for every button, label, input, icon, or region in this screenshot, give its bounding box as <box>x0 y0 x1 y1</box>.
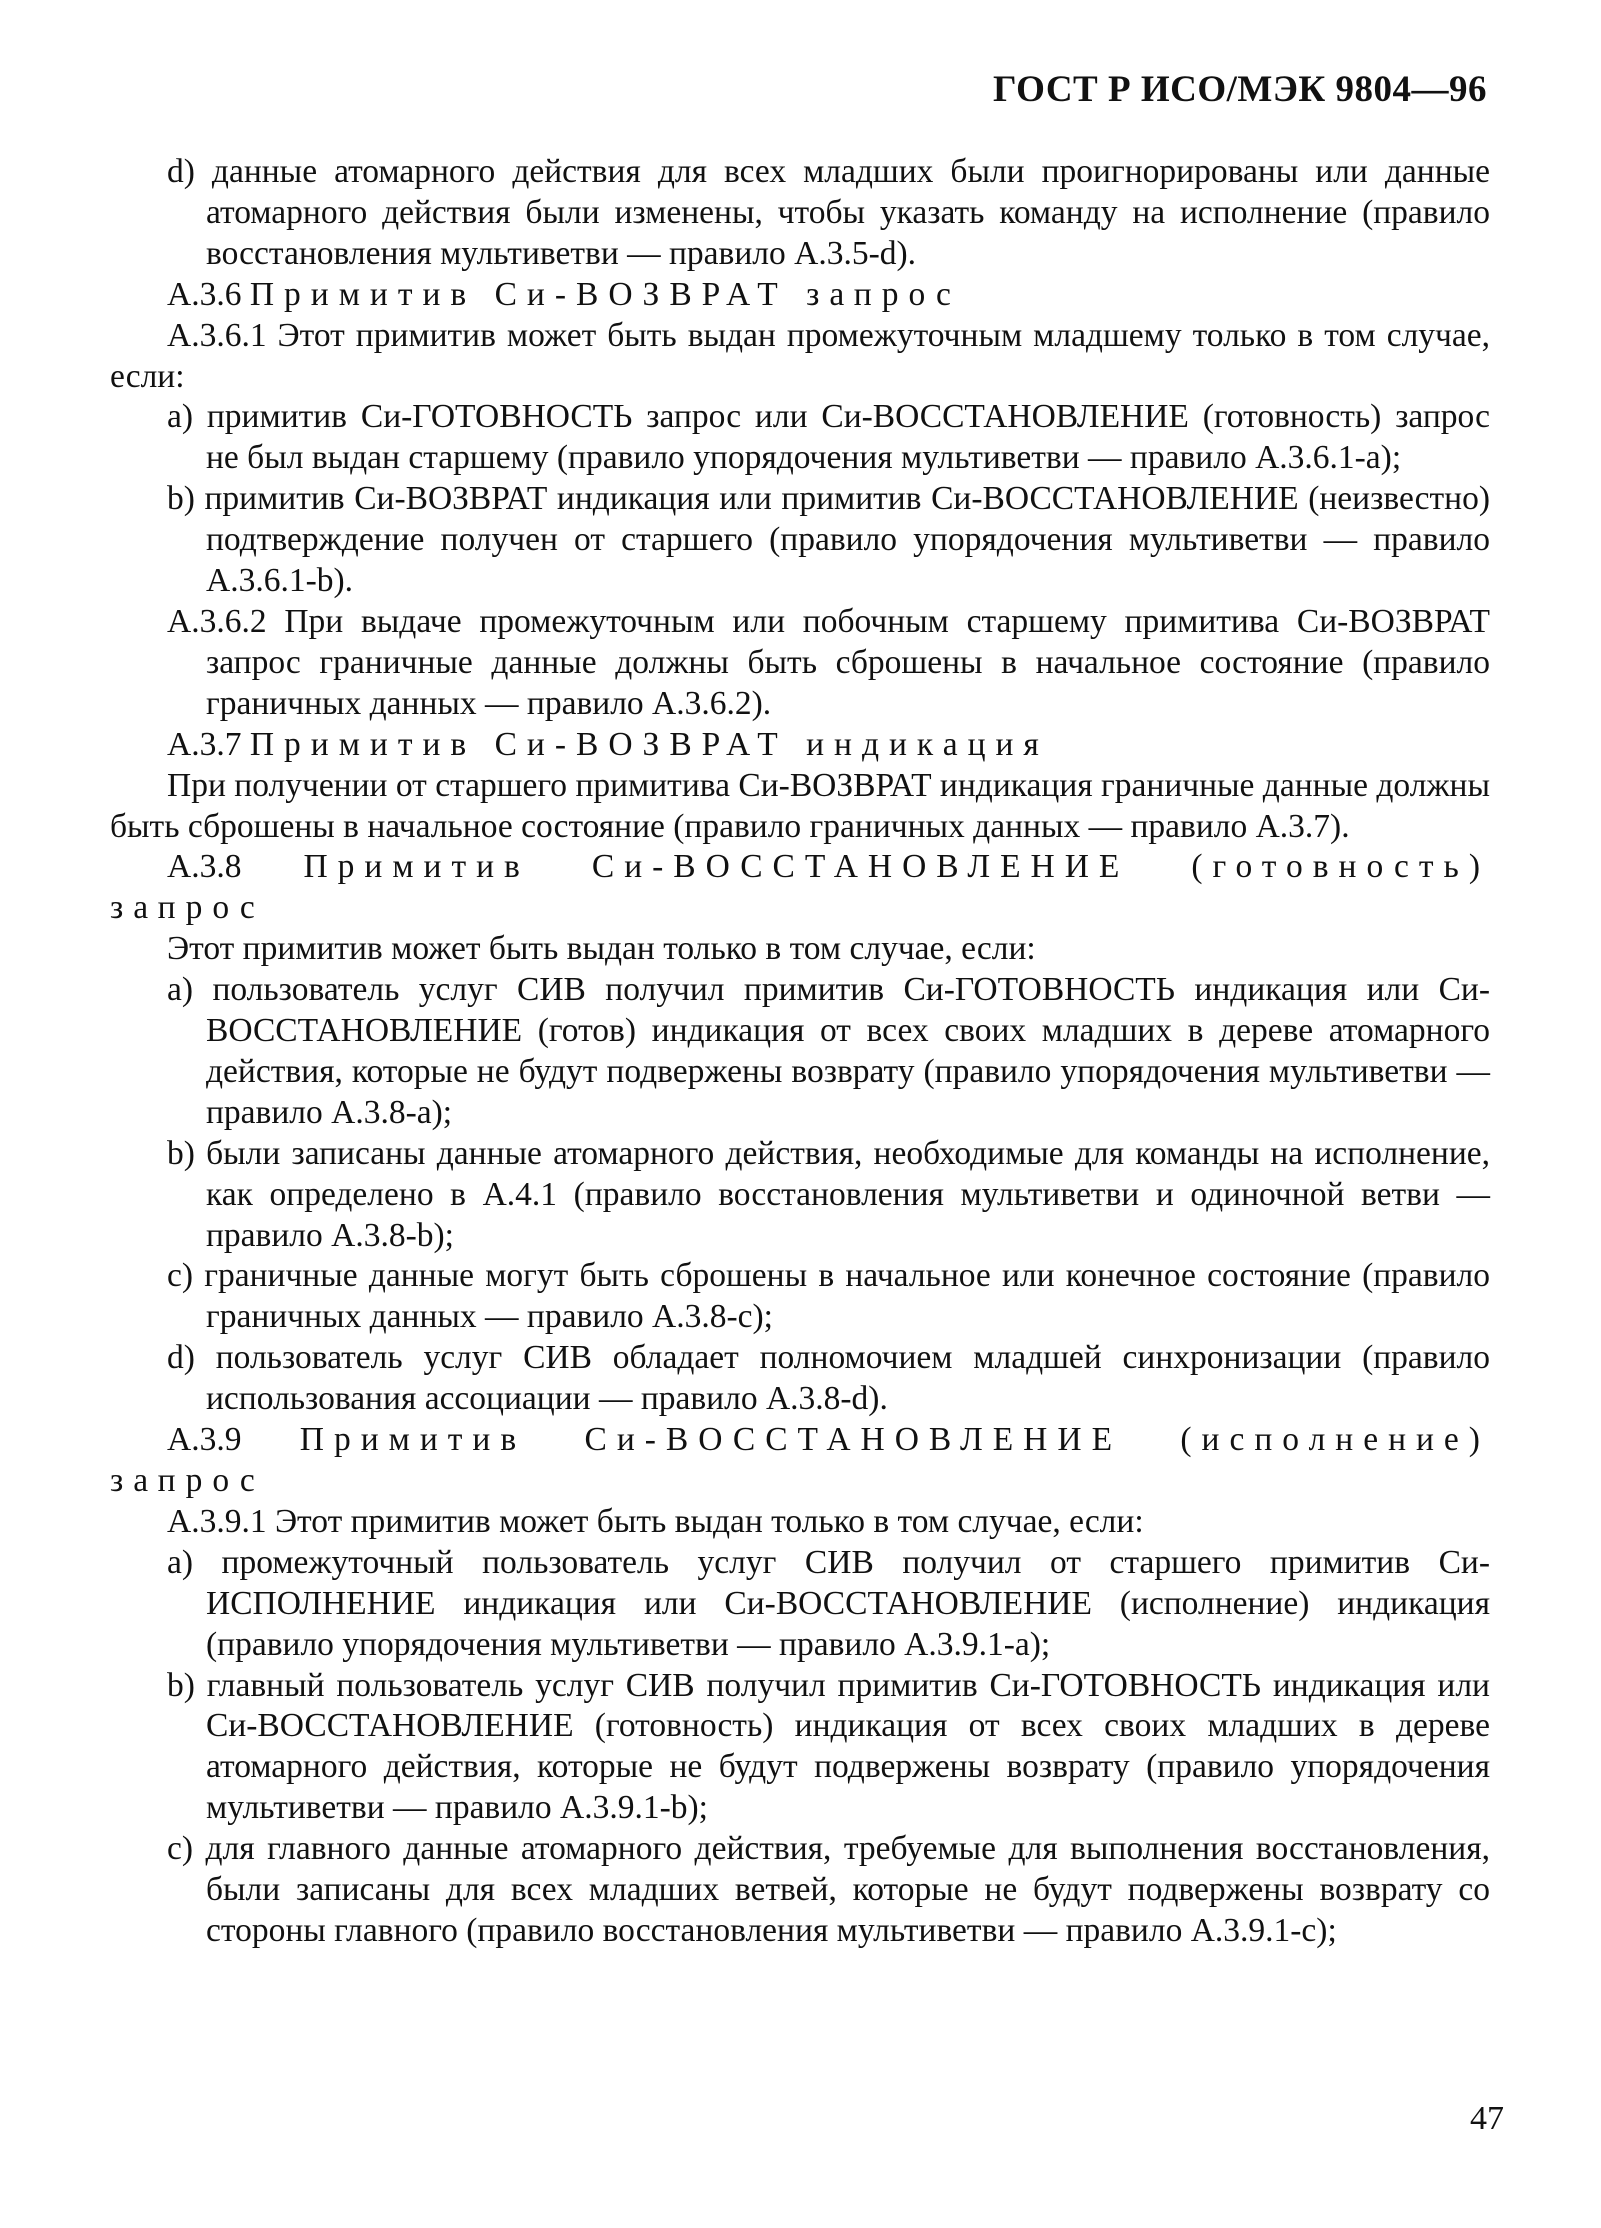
section-title: Примитив Си-ВОЗВРАТ индикация <box>249 725 1049 763</box>
document-body <box>110 152 1490 1952</box>
list-item-c: c) для главного данные атомарного действия, требуемые для выполнения восстановления, были записаны для всех младших ветвей, которые не будут подвержены возврату со стороны главного (правило восстановления мультиветви — правило А.3.9.1-c); <box>167 1830 1490 1949</box>
section-title-word: (исполнение) <box>1180 1421 1490 1459</box>
section-title-tail: запрос <box>110 889 265 927</box>
section-number: А.3.7 <box>167 725 242 763</box>
section-title-word: (готовность) <box>1191 848 1490 886</box>
section-title-tail: запрос <box>110 1462 265 1499</box>
paragraph-a362: А.3.6.2 При выдаче промежуточным или побочным старшему примитива Си-ВОЗВРАТ запрос граничные данные должны быть сброшены в начальное состояние (правило граничных данных — правило А.3.6.2). <box>167 602 1490 722</box>
list-item-a: а) пользователь услуг СИВ получил примитив Си-ГОТОВНОСТЬ индикация или Си-ВОССТАНОВЛЕНИЕ (готов) индикация от всех своих младших в дереве атомарного действия, которые не будут подвержены возврату (правило упорядочения мультиветви — правило А.3.8-а); <box>167 971 1490 1131</box>
page-number: 47 <box>1470 2100 1504 2137</box>
section-title-word: Примитив <box>299 1421 527 1459</box>
list-item-d: d) пользователь услуг СИВ обладает полномочием младшей синхронизации (правило использования ассоциации — правило А.3.8-d). <box>167 1339 1490 1418</box>
paragraph-a37: При получении от старшего примитива Си-ВОЗВРАТ индикация граничные данные должны быть сброшены в начальное состояние (правило граничных данных — правило А.3.7). <box>110 766 1490 845</box>
section-title-word: Си-ВОССТАНОВЛЕНИЕ <box>584 1421 1123 1459</box>
paragraph-a391: А.3.9.1 Этот примитив может быть выдан только в том случае, если: <box>167 1502 1144 1540</box>
section-number: А.3.8 <box>167 848 242 886</box>
section-number: А.3.9 <box>167 1421 242 1459</box>
list-item-b: b) главный пользователь услуг СИВ получил примитив Си-ГОТОВНОСТЬ индикация или Си-ВОССТАНОВЛЕНИЕ (готовность) индикация от всех своих младших в дереве атомарного действия, которые не будут подвержены возврату (правило упорядочения мультиветви — правило А.3.9.1-b); <box>167 1666 1490 1827</box>
list-item-c: c) граничные данные могут быть сброшены в начальное или конечное состояние (правило граничных данных — правило А.3.8-c); <box>167 1257 1490 1336</box>
paragraph-a38: Этот примитив может быть выдан только в том случае, если: <box>167 930 1036 968</box>
list-item-d-previous: d) данные атомарного действия для всех младших были проигнорированы или данные атомарного действия были изменены, чтобы указать команду на исполнение (правило восстановления мультиветви — правило А.3.5-d). <box>167 153 1490 272</box>
section-title: Примитив Си-ВОЗВРАТ запрос <box>249 275 961 313</box>
list-item-b: b) были записаны данные атомарного действия, необходимые для команды на исполнение, как определено в А.4.1 (правило восстановления мультиветви и одиночной ветви — правило А.3.8-b); <box>167 1134 1490 1254</box>
list-item-a: а) промежуточный пользователь услуг СИВ получил от старшего примитив Си-ИСПОЛНЕНИЕ индикация или Си-ВОССТАНОВЛЕНИЕ (исполнение) индикация (правило упорядочения мультиветви — правило А.3.9.1-а); <box>167 1543 1490 1663</box>
paragraph-a361: А.3.6.1 Этот примитив может быть выдан промежуточным младшему только в том случае, если: <box>110 316 1490 395</box>
section-heading-a36 <box>110 275 1490 316</box>
section-heading-a38 <box>110 847 1490 929</box>
list-item-a: а) примитив Си-ГОТОВНОСТЬ запрос или Си-ВОССТАНОВЛЕНИЕ (готовность) запрос не был выдан старшему (правило упорядочения мультиветви — правило А.3.6.1-а); <box>167 398 1490 477</box>
document-header: ГОСТ Р ИСО/МЭК 9804—96 <box>992 69 1487 110</box>
section-title-word: Си-ВОССТАНОВЛЕНИЕ <box>591 848 1130 886</box>
list-item-b: b) примитив Си-ВОЗВРАТ индикация или примитив Си-ВОССТАНОВЛЕНИЕ (неизвестно) подтверждение получен от старшего (правило упорядочения мультиветви — правило А.3.6.1-b). <box>167 480 1490 600</box>
section-heading-a37 <box>110 725 1490 766</box>
section-title-word: Примитив <box>303 848 530 886</box>
section-number: А.3.6 <box>167 275 242 313</box>
section-heading-a39 <box>110 1420 1490 1502</box>
